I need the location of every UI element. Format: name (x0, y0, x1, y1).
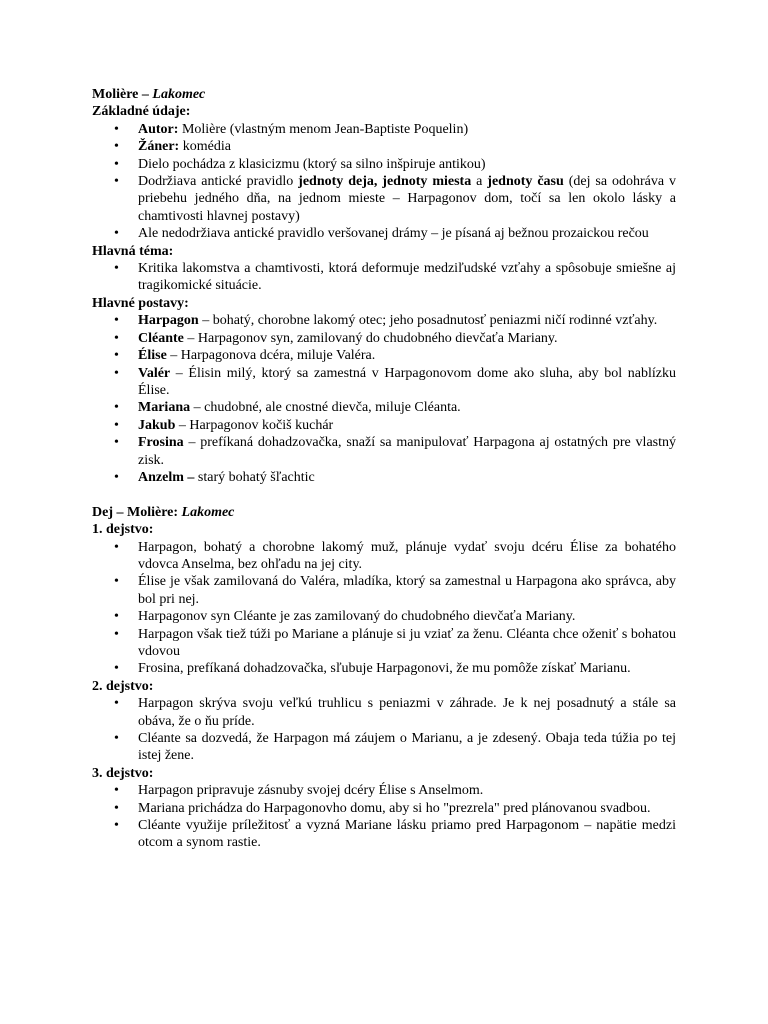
act-heading-3: 3. dejstvo: (92, 765, 154, 781)
character-item: • Élise – Harpagonova dcéra, miluje Valéra. (92, 347, 676, 364)
section-heading-characters: Hlavné postavy: (92, 295, 189, 311)
characters-list (92, 312, 676, 486)
act3-list (92, 782, 676, 852)
character-item: • Valér – Élisin milý, ktorý sa zamestná v Harpagonovom dome ako sluha, aby bol nablízku Élise. (92, 365, 676, 400)
section-heading-basic: Základné údaje: (92, 104, 191, 120)
list-item: • Frosina, prefíkaná dohadzovačka, sľubuje Harpagonovi, že mu pomôže získať Marianu. (92, 660, 676, 677)
blank-line (92, 486, 676, 503)
character-item: • Harpagon – bohatý, chorobne lakomý otec; jeho posadnutosť peniazmi ničí rodinné vzťahy. (92, 312, 676, 329)
act-heading-1: 1. dejstvo: (92, 522, 154, 538)
list-item: • Žáner: komédia (92, 138, 676, 155)
character-item: • Jakub – Harpagonov kočiš kuchár (92, 417, 676, 434)
plot-title: Dej – Molière: Lakomec (92, 504, 235, 520)
work-title: Lakomec (181, 504, 235, 520)
list-item: • Élise je však zamilovaná do Valéra, mladíka, ktorý sa zamestnal u Harpagona ako správca, aby bol pri nej. (92, 573, 676, 608)
list-item: • Ale nedodržiava antické pravidlo veršovanej drámy – je písaná aj bežnou prozaickou rečou (92, 225, 676, 242)
list-item: • Harpagon, bohatý a chorobne lakomý muž, plánuje vydať svoju dcéru Élise za bohatého vdovca Anselma, bez ohľadu na jej city. (92, 539, 676, 574)
act-heading-2: 2. dejstvo: (92, 678, 154, 694)
character-item: • Mariana – chudobné, ale cnostné dievča, miluje Cléanta. (92, 399, 676, 416)
list-item: • Dodržiava antické pravidlo jednoty deja, jednoty miesta a jednoty času (dej sa odohráva v priebehu jedného dňa, na jednom mieste – Harpagonov dom, točí sa len okolo lásky a chamtivosti hlavnej postavy) (92, 173, 676, 225)
theme-list (92, 260, 676, 295)
document-content (92, 86, 676, 852)
act1-list (92, 539, 676, 678)
list-item: • Autor: Molière (vlastným menom Jean-Baptiste Poquelin) (92, 121, 676, 138)
list-item: • Mariana prichádza do Harpagonovho domu, aby si ho "prezrela" pred plánovanou svadbou. (92, 800, 676, 817)
character-item: • Frosina – prefíkaná dohadzovačka, snaží sa manipulovať Harpagona aj ostatných pre vlastný zisk. (92, 434, 676, 469)
list-item: • Harpagon pripravuje zásnuby svojej dcéry Élise s Anselmom. (92, 782, 676, 799)
list-item: • Cléante sa dozvedá, že Harpagon má záujem o Marianu, a je zdesený. Obaja teda túžia po tej istej žene. (92, 730, 676, 765)
list-item: • Harpagon však tiež túži po Mariane a plánuje si ju vziať za ženu. Cléanta chce oženiť s bohatou vdovou (92, 626, 676, 661)
section-heading-theme: Hlavná téma: (92, 243, 174, 259)
character-item: • Anzelm – starý bohatý šľachtic (92, 469, 676, 486)
list-item: • Dielo pochádza z klasicizmu (ktorý sa silno inšpiruje antikou) (92, 156, 676, 173)
list-item: • Cléante využije príležitosť a vyzná Mariane lásku priamo pred Harpagonom – napätie medzi otcom a synom rastie. (92, 817, 676, 852)
work-title: Lakomec (152, 87, 206, 102)
document-title: Molière – Lakomec (92, 87, 206, 102)
act2-list (92, 695, 676, 765)
basic-list (92, 121, 676, 243)
list-item: • Kritika lakomstva a chamtivosti, ktorá deformuje medziľudské vzťahy a spôsobuje smiešne aj tragikomické situácie. (92, 260, 676, 295)
list-item: • Harpagonov syn Cléante je zas zamilovaný do chudobného dievčaťa Mariany. (92, 608, 676, 625)
character-item: • Cléante – Harpagonov syn, zamilovaný do chudobného dievčaťa Mariany. (92, 330, 676, 347)
list-item: • Harpagon skrýva svoju veľkú truhlicu s peniazmi v záhrade. Je k nej posadnutý a stále sa obáva, že o ňu príde. (92, 695, 676, 730)
